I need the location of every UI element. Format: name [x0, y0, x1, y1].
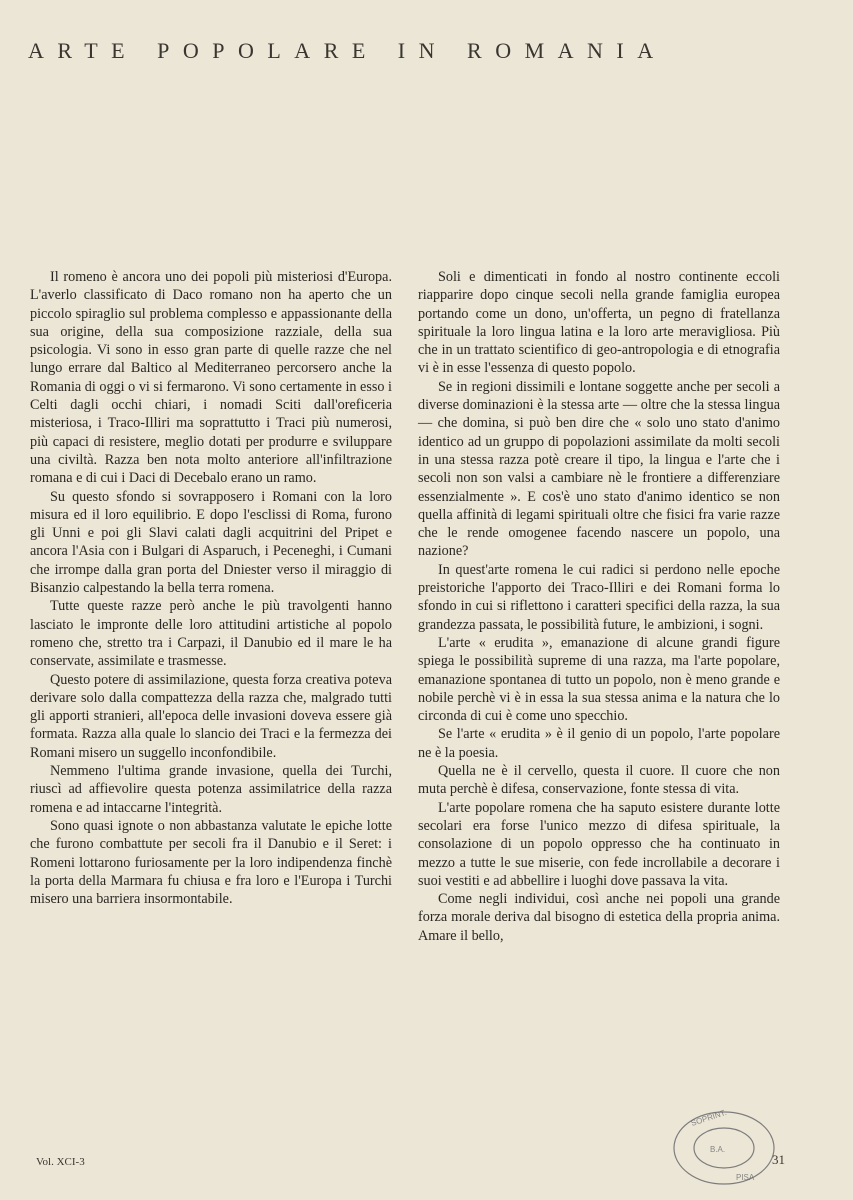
paragraph: In quest'arte romena le cui radici si perdono nelle epoche preistoriche l'apporto dei Traco-Illiri e dei Romani forma lo sfondo in cui si riflettono i caratteri specifici della razza, la sua grandezza passata, le possibilità future, le ambizioni, i sogni.: [418, 561, 780, 633]
paragraph: Tutte queste razze però anche le più travolgenti hanno lasciato le impronte delle loro attitudini artistiche al popolo romeno che, stretto tra i Carpazi, il Danubio ed il mare le ha conservate, assimilate e trasmesse.: [30, 598, 392, 670]
running-title: ARTE POPOLARE IN ROMANIA: [28, 38, 667, 63]
paragraph: Nemmeno l'ultima grande invasione, quella dei Turchi, riuscì ad affievolire questa potenza assimilatrice della razza romena e ad intaccarne l'integrità.: [30, 763, 392, 816]
page-number: 31: [772, 1152, 785, 1167]
svg-text:SOPRINT.: SOPRINT.: [689, 1108, 728, 1128]
paragraph: Come negli individui, così anche nei popoli una grande forza morale deriva dal bisogno di estetica della propria anima. Amare il bello,: [418, 891, 780, 944]
paragraph: Quella ne è il cervello, questa il cuore. Il cuore che non muta perchè è difesa, conservazione, fonte stessa di vita.: [418, 763, 780, 798]
paragraph: Se l'arte « erudita » è il genio di un popolo, l'arte popolare ne è la poesia.: [418, 726, 780, 761]
paragraph: Questo potere di assimilazione, questa forza creativa poteva derivare solo dalla compattezza della razza che, malgrado tutti gli apporti stranieri, all'epoca delle invasioni doveva essere già formata. Razza alla quale lo slancio dei Traci e la fermezza dei Romani misero un suggello inconfondibile.: [30, 671, 392, 761]
paragraph: L'arte « erudita », emanazione di alcune grandi figure spiega le possibilità supreme di una razza, ma l'arte popolare, emanazione spontanea di tutto un popolo, non è meno grande e nobile perchè vi è in essa la sua stessa anima e la natura che lo circonda di cui è come uno specchio.: [418, 634, 780, 725]
paragraph: L'arte popolare romena che ha saputo esistere durante lotte secolari era forse l'unico mezzo di difesa spirituale, la consolazione di un popolo oppresso che ha continuato in mezzo a tutte le sue miserie, con fede incrollabile a decorare i suoi vestiti e ad abbellire i luoghi dove passava la vita.: [418, 799, 780, 889]
paragraph: Su questo sfondo si sovrapposero i Romani con la loro misura ed il loro equilibrio. E dopo l'esclissi di Roma, furono gli Unni e poi gli Slavi calati dagli acquitrini del Pripet e ancora l'Asia con i Bulgari di Asparuch, i Peceneghi, i Cumani che irrompe dalla gran porta del Dniester verso il miraggio di Bisanzio calpestando la bella terra romena.: [30, 488, 392, 597]
svg-text:B.A.: B.A.: [710, 1145, 726, 1154]
paragraph: Se in regioni dissimili e lontane soggette anche per secoli a diverse dominazioni è la stessa arte — oltre che la stessa lingua — che domina, si può ben dire che « solo uno stato d'animo identico ad un gruppo di popolazioni assimilate da molti secoli in una stessa razza potè creare il tipo, la lingua e l'arte che i secoli non son valsi a cambiare nè le frontiere a differenziare essenzialmente ». E cos'è uno stato d'animo identico se non quella affinità di legami spirituali oltre che fisici fra varie razze che le rende omogenee facendo nascere un popolo, una nazione?: [418, 378, 780, 560]
svg-text:PISA: PISA: [736, 1173, 755, 1182]
left-column: [30, 268, 392, 908]
paragraph: Soli e dimenticati in fondo al nostro continente eccoli riapparire dopo cinque secoli nella grande famiglia europea portando come un dono, un'offerta, un pegno di fratellanza spirituale la loro lingua latina e la loro arte meravigliosa. Più che in un trattato scientifico di geo-antropologia e di etnografia vi è in esse l'essenza di questo popolo.: [418, 269, 780, 377]
paragraph: Il romeno è ancora uno dei popoli più misteriosi d'Europa. L'averlo classificato di Daco romano non ha aperto che un piccolo spiraglio sul problema complesso e appassionante della sua origine, della sua composizione razziale, della sua psicologia. Vi sono in esso gran parte di quelle razze che nel lungo errare dal Baltico al Mediterraneo percorsero anche la Romania di oggi o vi si fermarono. Vi sono certamente in esso i Celti dagli occhi chiari, i nomadi Sciti dall'oreficeria misteriosa, i Traco-Illiri ma soprattutto i Traci più numerosi, più capaci di resistere, meglio dotati per produrre e sviluppare una civiltà. Razza ben nota molto anteriore all'infiltrazione romana e di cui i Daci di Decebalo erano un ramo.: [30, 269, 392, 487]
library-stamp: [670, 1108, 778, 1188]
right-column: [418, 268, 780, 945]
paragraph: Sono quasi ignote o non abbastanza valutate le epiche lotte che furono combattute per secoli fra il Danubio e il Seret: i Romeni lottarono furiosamente per la loro indipendenza finchè la porta della Marmara fu chiusa e fra loro e l'Europa i Turchi misero una barriera insormontabile.: [30, 817, 392, 908]
volume-label: Vol. XCI-3: [36, 1156, 85, 1168]
